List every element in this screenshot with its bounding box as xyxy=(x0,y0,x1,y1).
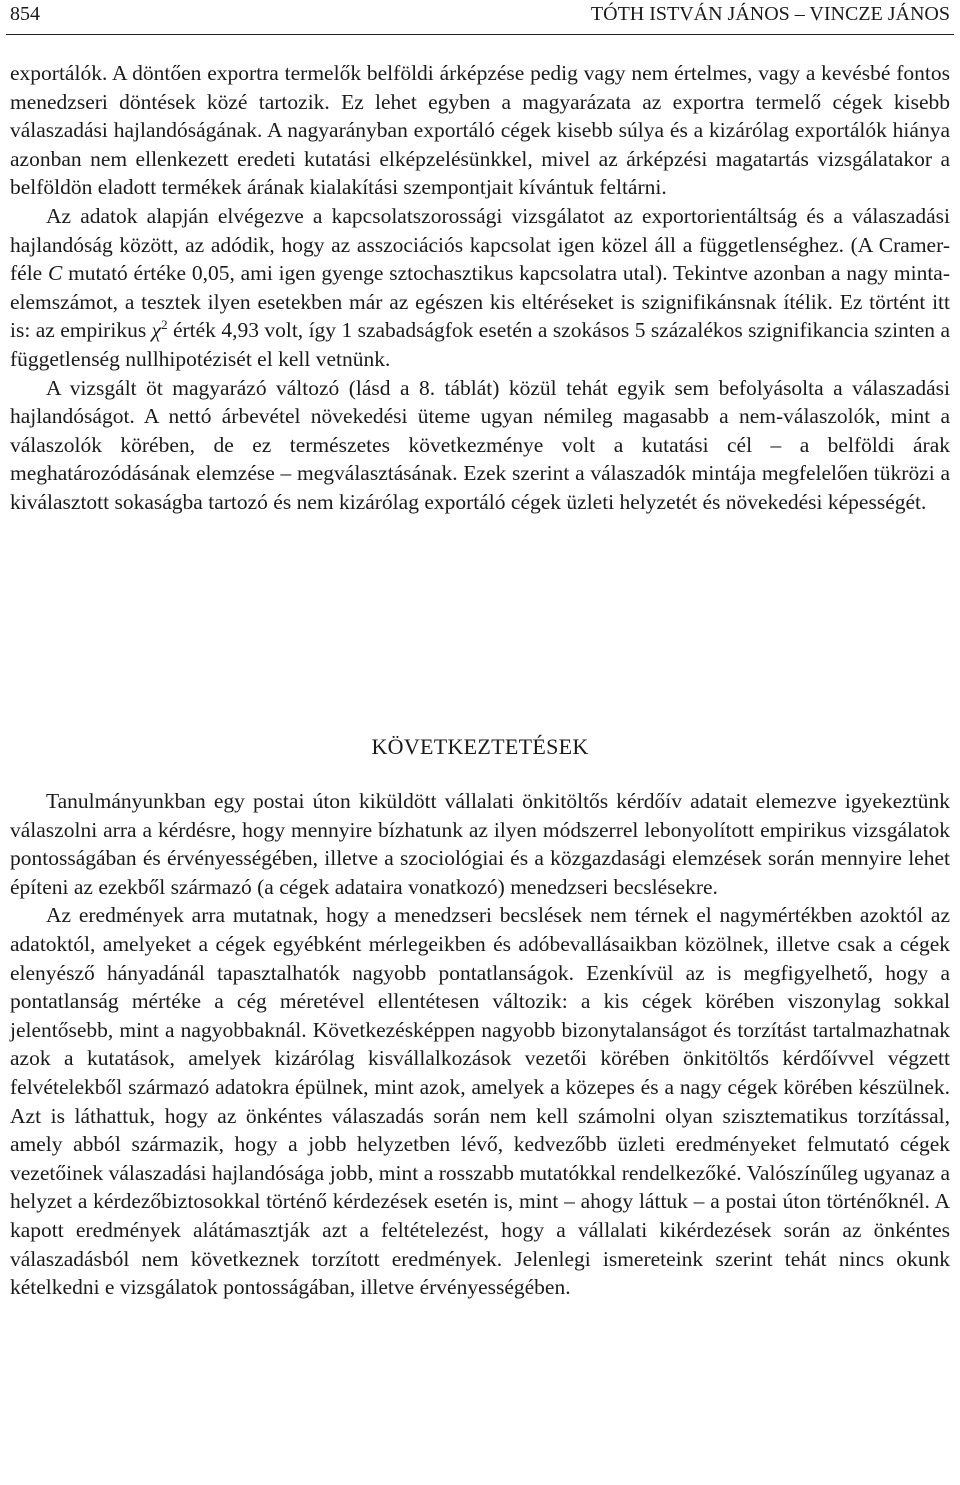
body-text-top xyxy=(10,59,950,517)
paragraph-statistics xyxy=(10,202,950,374)
body-text-conclusions xyxy=(10,787,950,1302)
paragraph-text: mutató értéke 0,05, ami igen gyenge sztochasztikus kapcsolatra utal). Tekintve azonban a nagy minta-elemszámot, a tesztek ilyen esetekben már az egészen kis eltéréseket is szignifikánsnak ítélik. Ez történt itt is: az empirikus xyxy=(10,261,950,343)
paragraph: Az eredmények arra mutatnak, hogy a menedzseri becslések nem térnek el nagymértékben azoktól az adatoktól, amelyeket a cégek egyébként mérlegeikben és adóbevallásaikban közölnek, illetve csak a cégek elenyésző hányadánál tapasztalhatók nagyobb pontatlanságok. Ezenkívül az is megfigyelhető, hogy a pontatlanság mértéke a cég méretével ellentétesen változik: a kis cégek körében viszonylag sokkal jelentősebb, mint a nagyobbaknál. Következésképpen nagyobb bizonytalanságot és torzítást tartalmazhatnak azok a kutatások, amelyek kizárólag kisvállalkozások vezetői körében önkitöltős kérdőívvel végzett felvételekből származó adatokra épülnek, mint azok, amelyek a közepes és a nagy cégek körében készülnek. Azt is láthattuk, hogy az önkéntes válaszadás során nem kell számolni olyan szisztematikus torzítással, amely abból származik, hogy a jobb helyzetben lévő, kedvezőbb üzleti eredményeket felmutató cégek vezetőinek válaszadási hajlandósága jobb, mint a rosszabb mutatókkal rendelkezőké. Valószínűleg ugyanaz a helyzet a kérdezőbiztosokkal történő kérdezések esetén is, mint – ahogy láttuk – a postai úton történőknél. A kapott eredmények alátámasztják azt a feltételezést, hogy a vállalati kikérdezések során az önkéntes válaszadásból nem következnek torzított eredmények. Jelenlegi ismereteink szerint tehát nincs okunk kételkedni e vizsgálatok pontosságában, illetve érvényességében. xyxy=(10,903,950,1300)
section-heading: KÖVETKEZTETÉSEK xyxy=(371,734,589,759)
math-variable-c: C xyxy=(47,261,63,286)
math-variable-chi: χ xyxy=(151,318,162,343)
paragraph: exportálók. A döntően exportra termelők belföldi árképzése pedig vagy nem értelmes, vagy a kevésbé fontos menedzseri döntések közé tartozik. Ez lehet egyben a magyarázata az exportra termelő cégek kisebb válaszadási hajlandóságának. A nagyarányban exportáló cégek kisebb súlya és a kizárólag exportálók hiánya azonban nem ellenkezett eredeti kutatási elképzelésünkkel, mivel az árképzési magatartás vizsgálatakor a belföldön eladott termékek árának kialakítási szempontjait kívántuk feltárni. xyxy=(10,61,950,200)
paragraph-text: Az adatok alapján elvégezve a kapcsolatszorossági vizsgálatot az exportorientáltság és a válaszadási hajlandóság között, az adódik, hogy az asszociációs kapcsolat igen közel áll a függetlenséghez. (A Cramer-féle xyxy=(10,203,950,286)
paragraph: A vizsgált öt magyarázó változó (lásd a 8. táblát) közül tehát egyik sem befolyásolta a válaszadási hajlandóságot. A nettó árbevétel növekedési üteme ugyan némileg magasabb a nem-válaszolók, mint a válaszolók körében, de ez természetes következménye volt a kutatási cél – a belföldi árak meghatározódásának elemzése – megválasztásának. Ezek szerint a válaszadók mintája megfelelően tükrözi a kiválasztott sokaságba tartozó és nem kizárólag exportáló cégek üzleti helyzetét és növekedési képességét. xyxy=(10,375,950,514)
header-authors: TÓTH ISTVÁN JÁNOS – VINCZE JÁNOS xyxy=(590,3,950,25)
superscript: 2 xyxy=(161,317,168,333)
paragraph-text: érték 4,93 volt, így 1 szabadságfok esetén a szokásos 5 százalékos szignifikancia szinten a függetlenség nullhipotézisét el kell vetnünk. xyxy=(10,318,951,371)
page-number: 854 xyxy=(10,3,40,25)
paragraph: Tanulmányunkban egy postai úton kiküldött vállalati önkitöltős kérdőív adatait elemezve igyekeztünk válaszolni arra a kérdésre, hogy mennyire bízhatunk az ilyen módszerrel lebonyolított empirikus vizsgálatok pontosságában és érvényességében, illetve a szociológiai és a közgazdasági elemzések során mennyire lehet építeni az ezekből származó (a cégek adataira vonatkozó) menedzseri becslésekre. xyxy=(10,789,950,899)
header-rule xyxy=(6,34,954,35)
running-header xyxy=(10,0,950,28)
